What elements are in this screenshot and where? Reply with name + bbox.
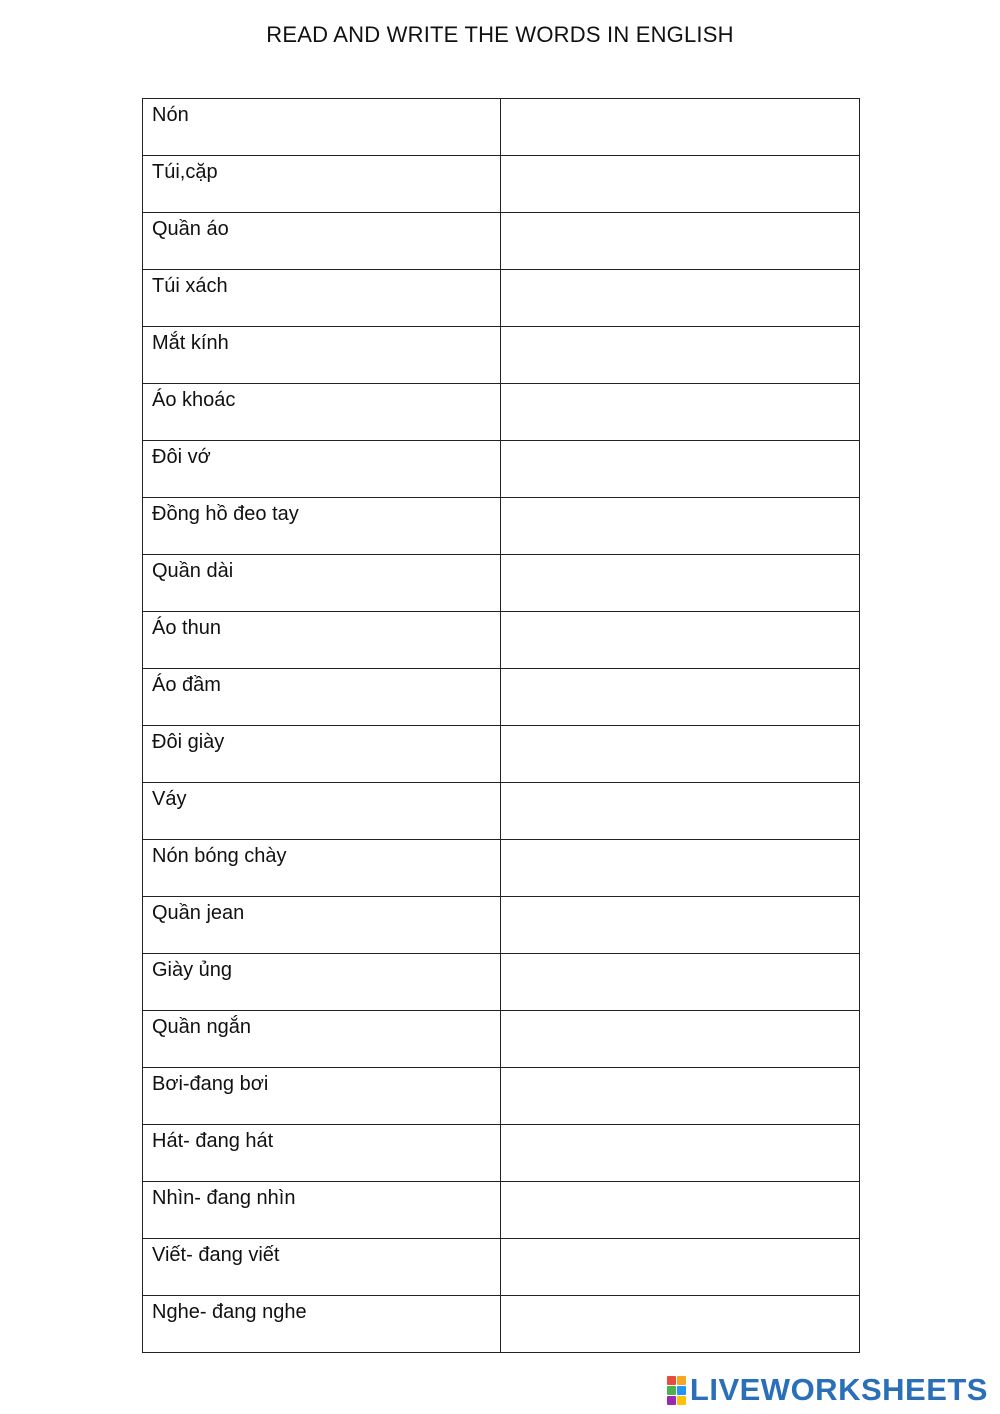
- english-answer-input[interactable]: [501, 1125, 859, 1181]
- english-answer-cell[interactable]: [501, 555, 860, 612]
- vietnamese-word: Viết- đang viết: [152, 1244, 280, 1266]
- vietnamese-word-cell: [143, 1068, 501, 1125]
- english-answer-cell[interactable]: [501, 897, 860, 954]
- vietnamese-word: Đôi giày: [152, 731, 225, 753]
- table-row: [143, 954, 860, 1011]
- vietnamese-word: Nón bóng chày: [152, 845, 287, 867]
- logo-square: [677, 1386, 686, 1395]
- brand-text: LIVEWORKSHEETS: [689, 1372, 988, 1407]
- vietnamese-word-cell: [143, 555, 501, 612]
- table-row: [143, 156, 860, 213]
- vietnamese-word-cell: [143, 783, 501, 840]
- english-answer-input[interactable]: [501, 954, 859, 1010]
- english-answer-cell[interactable]: [501, 612, 860, 669]
- table-row: [143, 213, 860, 270]
- vietnamese-word-cell: [143, 213, 501, 270]
- logo-square: [667, 1386, 676, 1395]
- vietnamese-word-cell: [143, 498, 501, 555]
- english-answer-cell[interactable]: [501, 840, 860, 897]
- vietnamese-word-cell: [143, 954, 501, 1011]
- table-row: [143, 99, 860, 156]
- vietnamese-word-cell: [143, 669, 501, 726]
- english-answer-cell[interactable]: [501, 783, 860, 840]
- vietnamese-word: Quần jean: [152, 902, 245, 924]
- vietnamese-word-cell: [143, 1239, 501, 1296]
- english-answer-input[interactable]: [501, 1068, 859, 1124]
- english-answer-input[interactable]: [501, 612, 859, 668]
- english-answer-input[interactable]: [501, 384, 859, 440]
- vietnamese-word: Bơi-đang bơi: [152, 1073, 269, 1095]
- vietnamese-word-cell: [143, 156, 501, 213]
- vietnamese-word: Quần áo: [152, 218, 229, 240]
- english-answer-cell[interactable]: [501, 498, 860, 555]
- vietnamese-word: Quần ngắn: [152, 1016, 251, 1038]
- english-answer-input[interactable]: [501, 327, 859, 383]
- table-row: [143, 327, 860, 384]
- table-row: [143, 1125, 860, 1182]
- table-row: [143, 612, 860, 669]
- english-answer-input[interactable]: [501, 99, 859, 155]
- logo-square: [677, 1396, 686, 1405]
- english-answer-input[interactable]: [501, 669, 859, 725]
- vocabulary-table-body: [143, 99, 860, 1353]
- vietnamese-word-cell: [143, 1011, 501, 1068]
- vietnamese-word-cell: [143, 897, 501, 954]
- english-answer-input[interactable]: [501, 156, 859, 212]
- table-row: [143, 270, 860, 327]
- vietnamese-word: Giày ủng: [152, 959, 233, 981]
- english-answer-cell[interactable]: [501, 384, 860, 441]
- english-answer-cell[interactable]: [501, 270, 860, 327]
- table-row: [143, 783, 860, 840]
- vietnamese-word-cell: [143, 1296, 501, 1353]
- vietnamese-word: Quần dài: [152, 560, 234, 582]
- english-answer-input[interactable]: [501, 213, 859, 269]
- vietnamese-word-cell: [143, 99, 501, 156]
- vietnamese-word: Nghe- đang nghe: [152, 1301, 307, 1323]
- english-answer-cell[interactable]: [501, 156, 860, 213]
- logo-square: [667, 1376, 676, 1385]
- table-row: [143, 897, 860, 954]
- english-answer-cell[interactable]: [501, 726, 860, 783]
- english-answer-input[interactable]: [501, 441, 859, 497]
- english-answer-cell[interactable]: [501, 1125, 860, 1182]
- vietnamese-word-cell: [143, 840, 501, 897]
- vietnamese-word-cell: [143, 384, 501, 441]
- liveworksheets-brand: [667, 1372, 988, 1408]
- table-row: [143, 555, 860, 612]
- vietnamese-word-cell: [143, 612, 501, 669]
- table-row: [143, 669, 860, 726]
- page-title: READ AND WRITE THE WORDS IN ENGLISH: [266, 22, 734, 47]
- vietnamese-word: Túi xách: [152, 275, 228, 297]
- table-row: [143, 1068, 860, 1125]
- vietnamese-word: Áo thun: [152, 617, 221, 639]
- table-row: [143, 384, 860, 441]
- english-answer-input[interactable]: [501, 726, 859, 782]
- table-row: [143, 441, 860, 498]
- english-answer-cell[interactable]: [501, 441, 860, 498]
- english-answer-input[interactable]: [501, 783, 859, 839]
- vietnamese-word: Áo khoác: [152, 389, 236, 411]
- english-answer-input[interactable]: [501, 1182, 859, 1238]
- vietnamese-word: Váy: [152, 788, 187, 810]
- vietnamese-word-cell: [143, 270, 501, 327]
- vietnamese-word: Nhìn- đang nhìn: [152, 1187, 296, 1209]
- english-answer-cell[interactable]: [501, 1239, 860, 1296]
- english-answer-input[interactable]: [501, 1296, 859, 1352]
- vietnamese-word-cell: [143, 726, 501, 783]
- english-answer-cell[interactable]: [501, 1182, 860, 1239]
- english-answer-cell[interactable]: [501, 327, 860, 384]
- vietnamese-word: Áo đầm: [152, 674, 221, 696]
- english-answer-cell[interactable]: [501, 669, 860, 726]
- table-row: [143, 498, 860, 555]
- vietnamese-word: Túi,cặp: [152, 161, 218, 183]
- english-answer-cell[interactable]: [501, 1011, 860, 1068]
- english-answer-input[interactable]: [501, 1239, 859, 1295]
- table-row: [143, 1182, 860, 1239]
- vietnamese-word: Hát- đang hát: [152, 1130, 274, 1152]
- english-answer-input[interactable]: [501, 840, 859, 896]
- table-row: [143, 1011, 860, 1068]
- table-row: [143, 726, 860, 783]
- english-answer-input[interactable]: [501, 498, 859, 554]
- english-answer-cell[interactable]: [501, 1296, 860, 1353]
- vietnamese-word-cell: [143, 1125, 501, 1182]
- vietnamese-word-cell: [143, 441, 501, 498]
- english-answer-cell[interactable]: [501, 213, 860, 270]
- vietnamese-word: Mắt kính: [152, 332, 229, 354]
- vocabulary-table: [142, 98, 860, 1353]
- vietnamese-word-cell: [143, 1182, 501, 1239]
- english-answer-input[interactable]: [501, 1011, 859, 1067]
- english-answer-cell[interactable]: [501, 99, 860, 156]
- english-answer-input[interactable]: [501, 897, 859, 953]
- english-answer-cell[interactable]: [501, 954, 860, 1011]
- liveworksheets-logo-icon: [667, 1376, 686, 1405]
- english-answer-input[interactable]: [501, 270, 859, 326]
- logo-square: [667, 1396, 676, 1405]
- english-answer-cell[interactable]: [501, 1068, 860, 1125]
- vietnamese-word-cell: [143, 327, 501, 384]
- vietnamese-word: Đồng hồ đeo tay: [152, 503, 299, 525]
- vietnamese-word: Nón: [152, 104, 189, 126]
- logo-square: [677, 1376, 686, 1385]
- vietnamese-word: Đôi vớ: [152, 446, 211, 468]
- english-answer-input[interactable]: [501, 555, 859, 611]
- table-row: [143, 1239, 860, 1296]
- table-row: [143, 1296, 860, 1353]
- table-row: [143, 840, 860, 897]
